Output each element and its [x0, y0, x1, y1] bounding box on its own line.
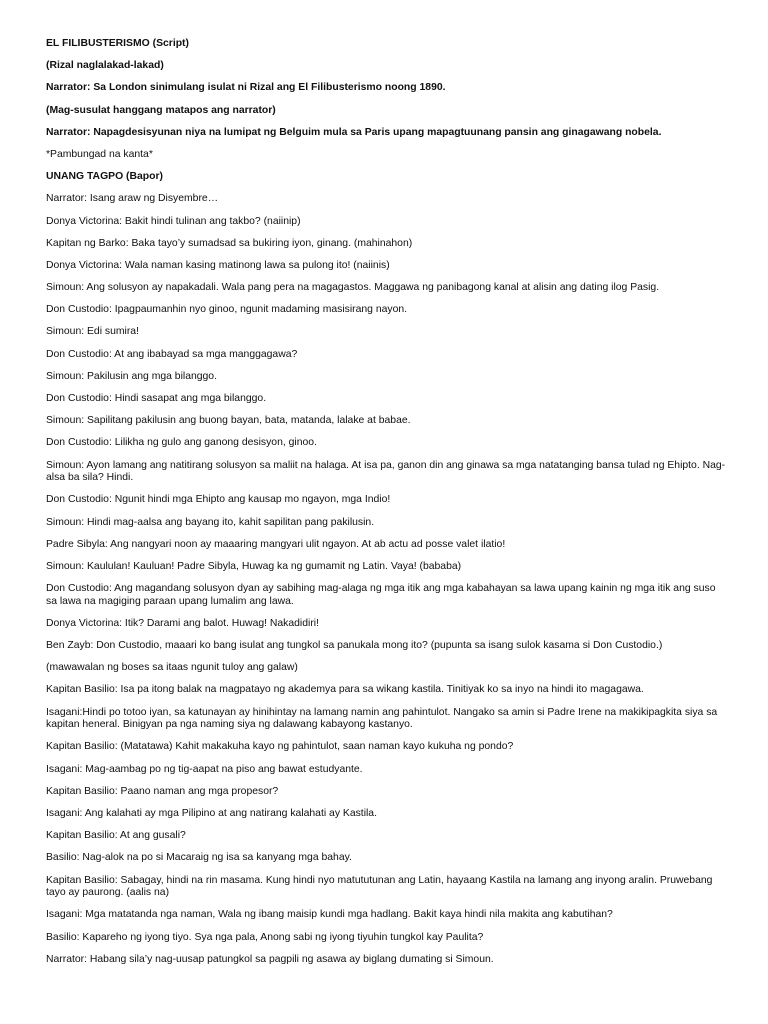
script-line: Simoun: Sapilitang pakilusin ang buong bayan, bata, matanda, lalake at babae.: [46, 415, 411, 427]
script-line: Don Custodio: Ipagpaumanhin nyo ginoo, ngunit madaming masisirang nayon.: [46, 304, 408, 316]
script-line: Kapitan Basilio: Isa pa itong balak na magpatayo ng akademya para sa wikang kastila. Tinitiyak ko sa inyo na hindi ito magagawa.: [46, 684, 644, 696]
script-line: Simoun: Pakilusin ang mga bilanggo.: [46, 370, 217, 382]
script-line: Narrator: Napagdesisyunan niya na lumipat ng Belguim mula sa Paris upang mapagtuunang pansin ang ginagawang nobela.: [46, 126, 662, 138]
script-line: Isagani: Mga matatanda nga naman, Wala ng ibang maisip kundi mga hadlang. Bakit kaya hindi nila makita ang kabutihan?: [46, 909, 613, 921]
script-line: Donya Victorina: Bakit hindi tulinan ang takbo? (naiinip): [46, 215, 301, 227]
script-line: Donya Victorina: Itik? Darami ang balot. Huwag! Nakadidiri!: [46, 617, 319, 629]
script-line: Don Custodio: Lilikha ng gulo ang ganong desisyon, ginoo.: [46, 437, 317, 449]
script-line: Basilio: Nag-alok na po si Macaraig ng isa sa kanyang mga bahay.: [46, 852, 352, 864]
script-line: Isagani:Hindi po totoo iyan, sa katunayan ay hinihintay na lamang namin ang pahintulot. Nangako sa amin si Padre Irene na makikipagkita siya sa kapitan heneral. Binigyan pa nga naming siya ng dalawang kabayong kastanyo.: [46, 706, 718, 731]
script-line: EL FILIBUSTERISMO (Script): [46, 38, 189, 49]
script-line: Ben Zayb: Don Custodio, maaari ko bang isulat ang tungkol sa panukala mong ito? (pupunta sa isang sulok kasama si Don Custodio.): [46, 640, 663, 652]
script-line: UNANG TAGPO (Bapor): [46, 171, 163, 183]
script-line: Donya Victorina: Wala naman kasing matinong lawa sa pulong ito! (naiinis): [46, 259, 390, 271]
script-line: Isagani: Ang kalahati ay mga Pilipino at ang natirang kalahati ay Kastila.: [46, 807, 377, 819]
script-line: Simoun: Kaululan! Kauluan! Padre Sibyla, Huwag ka ng gumamit ng Latin. Vaya! (bababa): [46, 560, 462, 572]
script-line: Kapitan Basilio: At ang gusali?: [46, 830, 186, 842]
script-line: Narrator: Isang araw ng Disyembre…: [46, 193, 219, 205]
script-line: Kapitan Basilio: (Matatawa) Kahit makakuha kayo ng pahintulot, saan naman kayo kukuha ng pondo?: [46, 741, 514, 753]
script-line: *Pambungad na kanta*: [46, 148, 153, 160]
script-line: Simoun: Hindi mag-aalsa ang bayang ito, kahit sapilitan pang pakilusin.: [46, 516, 375, 528]
script-line: Simoun: Ang solusyon ay napakadali. Wala pang pera na magagastos. Maggawa ng panibagong kanal at alisin ang dating ilog Pasig.: [46, 282, 660, 294]
script-line: Kapitan ng Barko: Baka tayo’y sumadsad sa bukiring iyon, ginang. (mahinahon): [46, 237, 413, 249]
script-line: (mawawalan ng boses sa itaas ngunit tuloy ang galaw): [46, 662, 298, 674]
script-line: Don Custodio: Ngunit hindi mga Ehipto ang kausap mo ngayon, mga Indio!: [46, 494, 391, 506]
script-line: (Rizal naglalakad-lakad): [46, 60, 164, 72]
script-line: Don Custodio: Ang magandang solusyon dyan ay sabihing mag-alaga ng mga itik ang mga kabahayan sa lawa upang kainin ng mga itik ang suso sa lawa na magiging paraan upang lumalim ang lawa.: [46, 583, 716, 607]
script-line: Simoun: Ayon lamang ang natitirang solusyon sa maliit na halaga. At isa pa, ganon din ang ginawa sa mga natatanging bansa tulad ng Ehipto. Nag-alsa ba sila? Hindi.: [46, 459, 726, 484]
script-line: Isagani: Mag-aambag po ng tig-aapat na piso ang bawat estudyante.: [46, 763, 363, 775]
script-line: Padre Sibyla: Ang nangyari noon ay maaaring mangyari ulit ngayon. At ab actu ad posse valet ilatio!: [46, 538, 506, 550]
script-line: (Mag-susulat hanggang matapos ang narrator): [46, 104, 276, 116]
script-line: Don Custodio: Hindi sasapat ang mga bilanggo.: [46, 393, 267, 404]
script-line: Kapitan Basilio: Paano naman ang mga propesor?: [46, 785, 279, 797]
script-line: Narrator: Sa London sinimulang isulat ni Rizal ang El Filibusterismo noong 1890.: [46, 82, 446, 94]
script-line: Simoun: Edi sumira!: [46, 326, 139, 338]
script-line: Basilio: Kapareho ng iyong tiyo. Sya nga pala, Anong sabi ng iyong tiyuhin tungkol kay Paulita?: [46, 931, 484, 943]
script-line: Don Custodio: At ang ibabayad sa mga manggagawa?: [46, 348, 298, 360]
script-line: Kapitan Basilio: Sabagay, hindi na rin masama. Kung hindi nyo matututunan ang Latin, hayaang Kastila na lamang ang inyong aralin. Pruwebang tayo ay paurong. (aalis na): [46, 874, 713, 899]
script-line: Narrator: Habang sila’y nag-uusap patungkol sa pagpili ng asawa ay biglang dumating si Simoun.: [46, 953, 494, 965]
